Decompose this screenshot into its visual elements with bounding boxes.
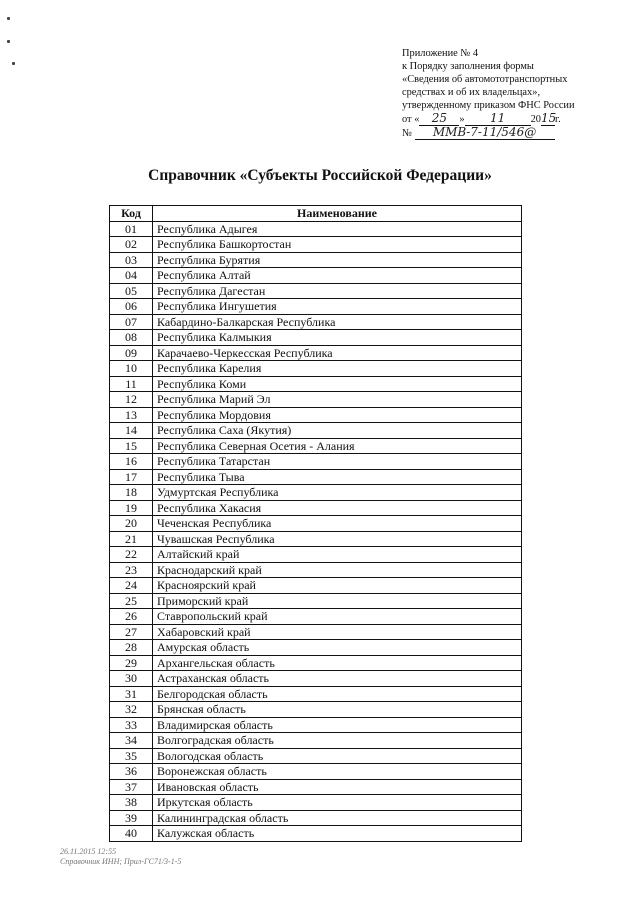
footer-line: 26.11.2015 12:55: [60, 847, 117, 856]
row-code: 39: [110, 810, 153, 826]
row-code: 36: [110, 764, 153, 780]
table-row: [110, 640, 522, 656]
row-code: 20: [110, 516, 153, 532]
table-row: [110, 826, 522, 842]
row-name: Республика Алтай: [153, 268, 522, 284]
footer-line: Справочник ИНН; Прил-ГС71/3-1-5: [60, 857, 182, 866]
row-code: 13: [110, 407, 153, 423]
table-row: [110, 500, 522, 516]
row-name: Алтайский край: [153, 547, 522, 563]
table-row: [110, 469, 522, 485]
order-number: ММВ-7-11/546@: [415, 126, 555, 140]
row-code: 22: [110, 547, 153, 563]
number-prefix: №: [402, 128, 412, 139]
row-code: 33: [110, 717, 153, 733]
row-name: Республика Ингушетия: [153, 299, 522, 315]
table-row: [110, 268, 522, 284]
row-name: Республика Калмыкия: [153, 330, 522, 346]
row-name: Ставропольский край: [153, 609, 522, 625]
row-name: Ивановская область: [153, 779, 522, 795]
table-row: [110, 314, 522, 330]
row-name: Белгородская область: [153, 686, 522, 702]
document-title: Справочник «Субъекты Российской Федерации»: [148, 167, 492, 184]
row-name: Республика Хакасия: [153, 500, 522, 516]
row-code: 03: [110, 252, 153, 268]
order-number-line: [402, 126, 632, 140]
row-name: Калининградская область: [153, 810, 522, 826]
order-date-line: [402, 112, 632, 126]
table-row: [110, 283, 522, 299]
table-row: [110, 686, 522, 702]
row-name: Волгоградская область: [153, 733, 522, 749]
appendix-line: «Сведения об автомототранспортных: [402, 74, 568, 85]
row-name: Брянская область: [153, 702, 522, 718]
row-code: 11: [110, 376, 153, 392]
table-row: [110, 237, 522, 253]
row-code: 10: [110, 361, 153, 377]
row-name: Республика Адыгея: [153, 221, 522, 237]
row-code: 08: [110, 330, 153, 346]
table-row: [110, 779, 522, 795]
row-code: 05: [110, 283, 153, 299]
table-row: [110, 454, 522, 470]
row-code: 12: [110, 392, 153, 408]
appendix-header: [402, 47, 632, 140]
table-row: [110, 624, 522, 640]
table-row: [110, 299, 522, 315]
row-name: Республика Мордовия: [153, 407, 522, 423]
table-row: [110, 423, 522, 439]
row-name: Удмуртская Республика: [153, 485, 522, 501]
appendix-line: средствах и об их владельцах»,: [402, 87, 541, 98]
row-code: 17: [110, 469, 153, 485]
row-name: Республика Карелия: [153, 361, 522, 377]
row-code: 34: [110, 733, 153, 749]
table-row: [110, 547, 522, 563]
row-code: 02: [110, 237, 153, 253]
row-name: Краснодарский край: [153, 562, 522, 578]
table-row: [110, 531, 522, 547]
row-name: Амурская область: [153, 640, 522, 656]
row-code: 18: [110, 485, 153, 501]
table-row: [110, 593, 522, 609]
row-name: Республика Коми: [153, 376, 522, 392]
table-row: [110, 438, 522, 454]
row-code: 06: [110, 299, 153, 315]
table-row: [110, 810, 522, 826]
row-code: 31: [110, 686, 153, 702]
row-name: Приморский край: [153, 593, 522, 609]
table-row: [110, 376, 522, 392]
row-code: 07: [110, 314, 153, 330]
row-code: 04: [110, 268, 153, 284]
row-code: 30: [110, 671, 153, 687]
table-body: [110, 221, 522, 841]
table-row: [110, 361, 522, 377]
row-name: Владимирская область: [153, 717, 522, 733]
table-row: [110, 407, 522, 423]
date-day: 25: [419, 112, 459, 126]
row-code: 40: [110, 826, 153, 842]
appendix-line: утвержденному приказом ФНС России: [402, 100, 575, 111]
row-name: Красноярский край: [153, 578, 522, 594]
row-code: 09: [110, 345, 153, 361]
row-name: Республика Марий Эл: [153, 392, 522, 408]
scan-speck: [7, 17, 10, 20]
scan-speck: [12, 62, 15, 65]
table-row: [110, 345, 522, 361]
row-name: Воронежская область: [153, 764, 522, 780]
header-name: Наименование: [153, 206, 522, 222]
appendix-line: Приложение № 4: [402, 48, 479, 59]
row-code: 29: [110, 655, 153, 671]
table-row: [110, 562, 522, 578]
table-row: [110, 702, 522, 718]
date-suffix: г.: [555, 114, 561, 125]
table-row: [110, 671, 522, 687]
row-code: 28: [110, 640, 153, 656]
row-name: Республика Бурятия: [153, 252, 522, 268]
table-row: [110, 795, 522, 811]
regions-table: [109, 205, 522, 842]
scan-footer: [60, 847, 181, 867]
row-code: 35: [110, 748, 153, 764]
row-code: 37: [110, 779, 153, 795]
row-code: 21: [110, 531, 153, 547]
row-code: 25: [110, 593, 153, 609]
table-row: [110, 578, 522, 594]
row-code: 14: [110, 423, 153, 439]
table-row: [110, 516, 522, 532]
row-code: 26: [110, 609, 153, 625]
row-code: 16: [110, 454, 153, 470]
row-name: Архангельская область: [153, 655, 522, 671]
row-name: Чеченская Республика: [153, 516, 522, 532]
table-row: [110, 764, 522, 780]
row-name: Карачаево-Черкесская Республика: [153, 345, 522, 361]
table-row: [110, 748, 522, 764]
table-row: [110, 655, 522, 671]
row-name: Республика Башкортостан: [153, 237, 522, 253]
row-code: 23: [110, 562, 153, 578]
row-name: Астраханская область: [153, 671, 522, 687]
date-separator: »: [459, 114, 465, 125]
table-row: [110, 392, 522, 408]
row-name: Кабардино-Балкарская Республика: [153, 314, 522, 330]
table-row: [110, 609, 522, 625]
row-name: Калужская область: [153, 826, 522, 842]
date-year: 15: [541, 111, 557, 125]
row-name: Республика Северная Осетия - Алания: [153, 438, 522, 454]
row-name: Вологодская область: [153, 748, 522, 764]
appendix-line: к Порядку заполнения формы: [402, 61, 534, 72]
row-code: 19: [110, 500, 153, 516]
row-code: 27: [110, 624, 153, 640]
row-code: 38: [110, 795, 153, 811]
date-prefix: от «: [402, 114, 420, 125]
row-name: Хабаровский край: [153, 624, 522, 640]
row-name: Республика Тыва: [153, 469, 522, 485]
table-header-row: [110, 206, 522, 222]
row-name: Чувашская Республика: [153, 531, 522, 547]
row-code: 15: [110, 438, 153, 454]
header-code: Код: [110, 206, 153, 222]
table-row: [110, 252, 522, 268]
row-name: Республика Татарстан: [153, 454, 522, 470]
table-row: [110, 221, 522, 237]
date-month: 11: [465, 112, 531, 126]
row-name: Иркутская область: [153, 795, 522, 811]
row-code: 01: [110, 221, 153, 237]
table-row: [110, 733, 522, 749]
scan-speck: [7, 40, 10, 43]
table-row: [110, 717, 522, 733]
row-code: 24: [110, 578, 153, 594]
date-year-prefix: 20: [530, 114, 541, 125]
table-row: [110, 330, 522, 346]
row-code: 32: [110, 702, 153, 718]
table-row: [110, 485, 522, 501]
row-name: Республика Саха (Якутия): [153, 423, 522, 439]
row-name: Республика Дагестан: [153, 283, 522, 299]
